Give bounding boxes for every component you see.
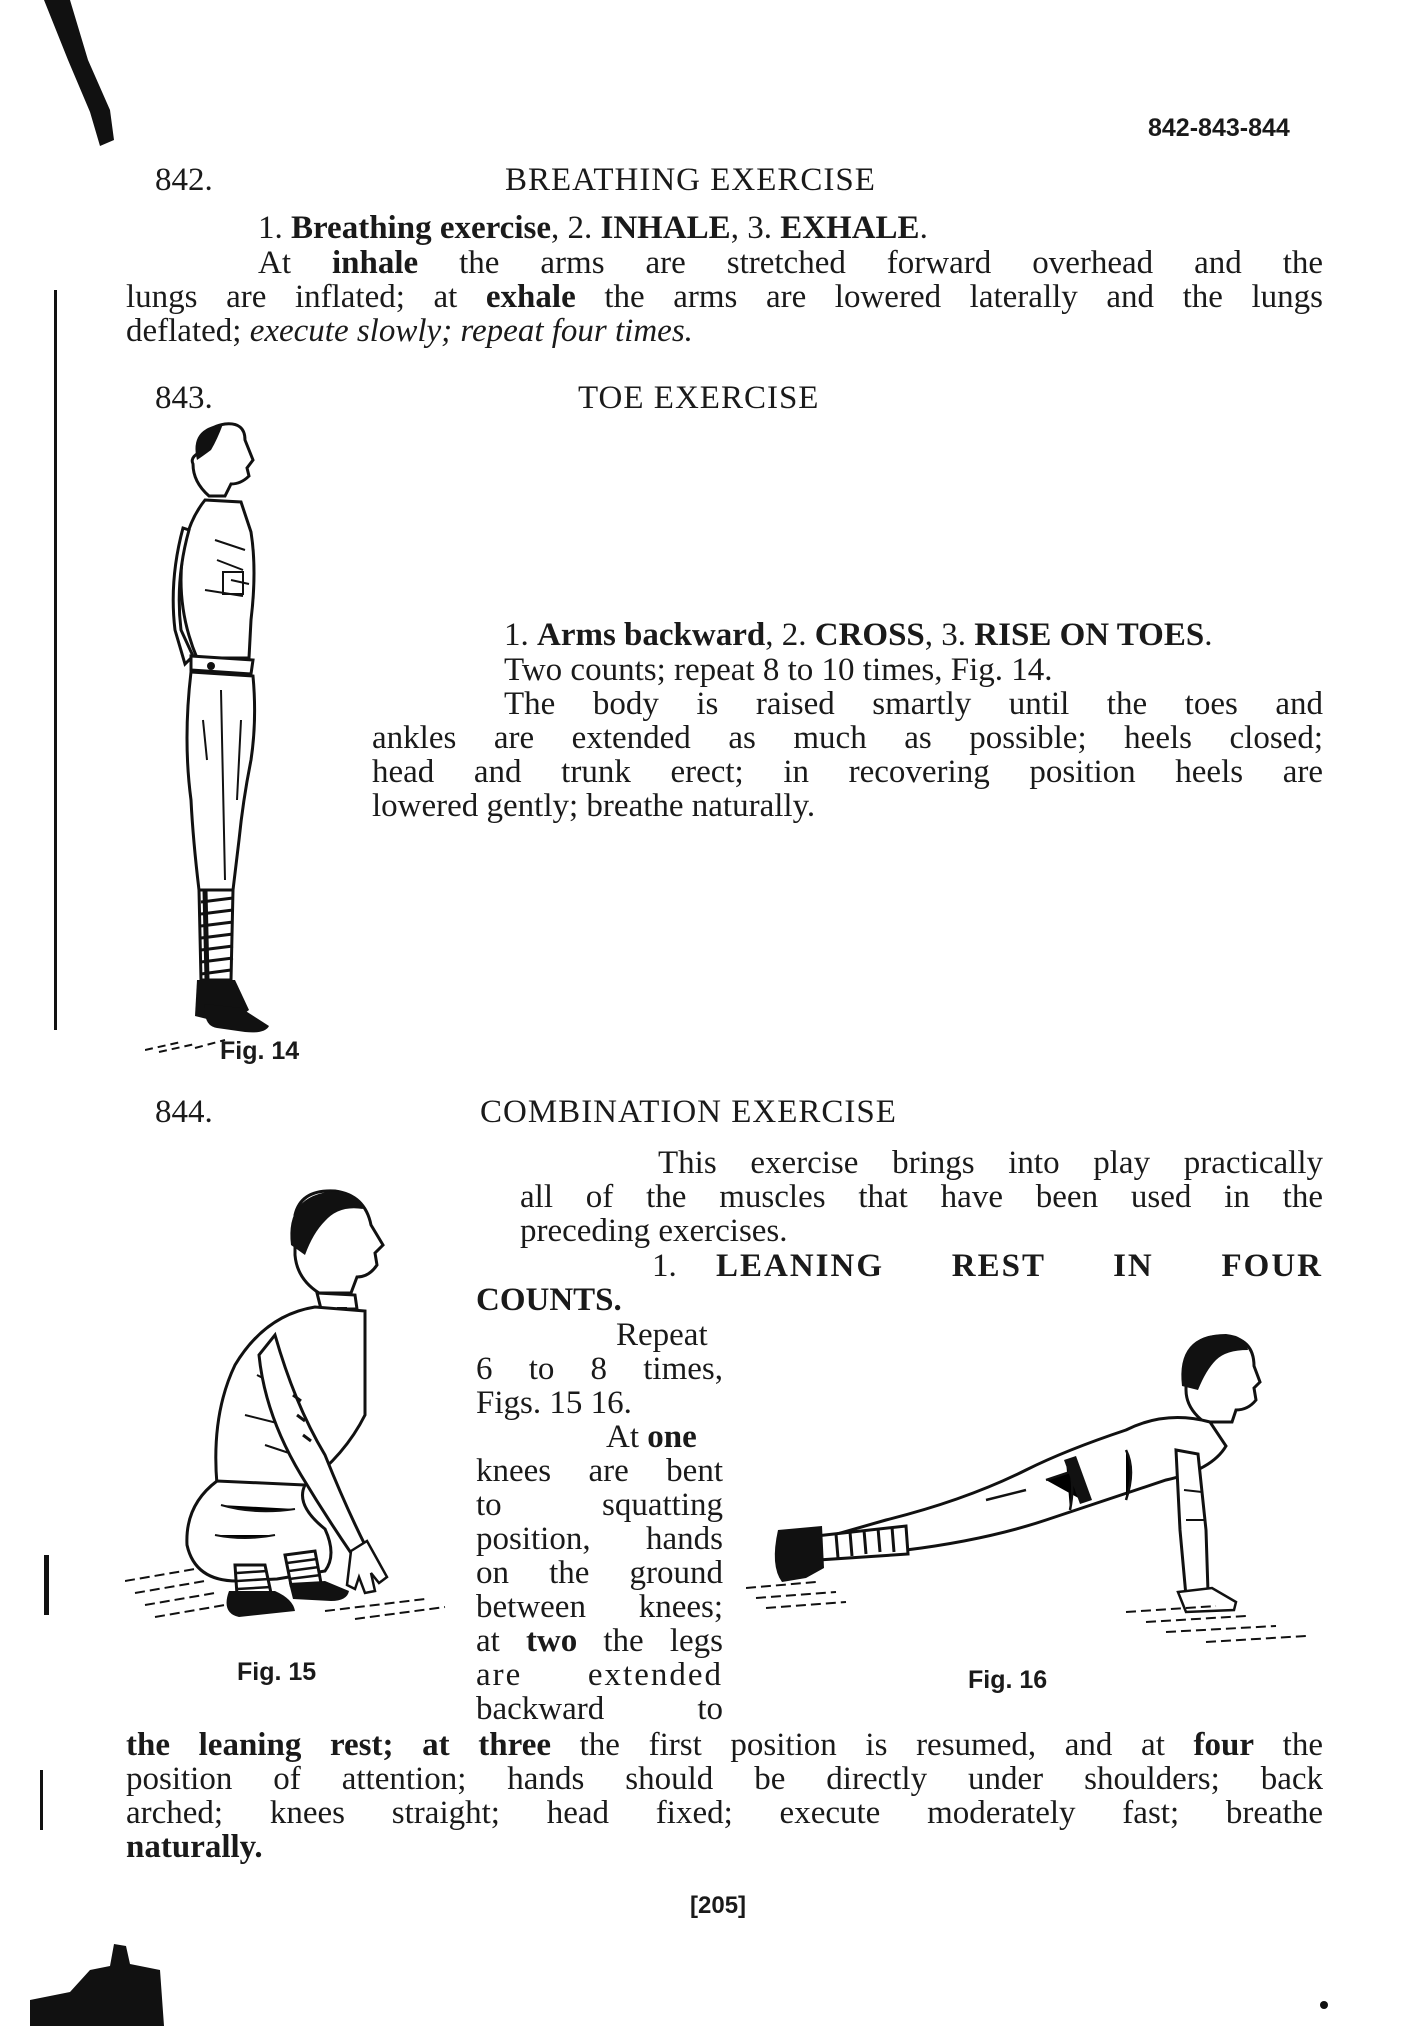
command-844-line-2: COUNTS. xyxy=(476,1282,622,1318)
narrow-line-5: knees are bent xyxy=(476,1453,723,1489)
section-number-842: 842. xyxy=(155,162,213,198)
scan-margin-line-1 xyxy=(54,290,57,1030)
narrow-line-10: at two the legs xyxy=(476,1623,723,1659)
figure-15-squatting-man xyxy=(125,1185,455,1625)
scan-speck xyxy=(1320,2001,1328,2009)
section-title-844: COMBINATION EXERCISE xyxy=(480,1094,897,1130)
figure-14-caption: Fig. 14 xyxy=(220,1037,300,1065)
section-number-843: 843. xyxy=(155,380,213,416)
body-843-line-5: lowered gently; breathe naturally. xyxy=(372,788,816,824)
scan-margin-line-3 xyxy=(40,1770,43,1830)
scan-mark-bottom-left xyxy=(30,1940,170,2026)
figure-16-caption: Fig. 16 xyxy=(968,1666,1048,1694)
body-843-line-4: head and trunk erect; in recovering position heels are xyxy=(372,754,1323,790)
narrow-line-2: 6 to 8 times, xyxy=(476,1351,723,1387)
commands-843: 1. Arms backward, 2. CROSS, 3. RISE ON TOES. xyxy=(504,617,1213,653)
figure-16-leaning-rest xyxy=(746,1330,1316,1660)
tail-line-2: position of attention; hands should be directly under shoulders; back xyxy=(126,1761,1323,1797)
scan-mark-top-left xyxy=(40,0,130,150)
narrow-line-6: to squatting xyxy=(476,1487,723,1523)
body-842-line-2: lungs are inflated; at exhale the arms are lowered laterally and the lungs xyxy=(126,279,1323,315)
narrow-line-9: between knees; xyxy=(476,1589,723,1625)
figure-14-standing-man xyxy=(145,420,315,1060)
narrow-line-1: Repeat xyxy=(616,1317,708,1353)
commands-842: 1. Breathing exercise, 2. INHALE, 3. EXHALE. xyxy=(258,210,928,246)
header-page-reference: 842-843-844 xyxy=(1148,114,1290,142)
command-844-line-1: LEANING REST IN FOUR xyxy=(716,1248,1323,1284)
narrow-line-7: position, hands xyxy=(476,1521,723,1557)
tail-line-4: naturally. xyxy=(126,1829,263,1865)
figure-15-caption: Fig. 15 xyxy=(237,1658,317,1686)
section-number-844: 844. xyxy=(155,1094,213,1130)
section-title-842: BREATHING EXERCISE xyxy=(505,162,876,198)
narrow-line-3: Figs. 15 16. xyxy=(476,1385,632,1421)
narrow-line-8: on the ground xyxy=(476,1555,723,1591)
intro-844-line-2: all of the muscles that have been used in the xyxy=(520,1179,1323,1215)
command-844-number: 1. xyxy=(652,1248,677,1284)
intro-844-line-3: preceding exercises. xyxy=(520,1213,788,1249)
body-842-line-3: deflated; execute slowly; repeat four times. xyxy=(126,313,693,349)
narrow-line-12: backward to xyxy=(476,1691,723,1727)
body-843-line-3: ankles are extended as much as possible; heels closed; xyxy=(372,720,1323,756)
body-842-line-1: At inhale the arms are stretched forward overhead and the xyxy=(258,245,1324,281)
intro-844-line-1: This exercise brings into play practically xyxy=(658,1145,1323,1181)
scan-margin-line-2 xyxy=(44,1555,49,1615)
page-number: [205] xyxy=(690,1892,747,1919)
body-843-line-2: The body is raised smartly until the toes and xyxy=(504,686,1323,722)
narrow-line-11: are extended xyxy=(476,1657,723,1693)
section-title-843: TOE EXERCISE xyxy=(578,380,820,416)
narrow-line-4: At one xyxy=(606,1419,697,1455)
body-843-line-1: Two counts; repeat 8 to 10 times, Fig. 14. xyxy=(504,652,1053,688)
tail-line-3: arched; knees straight; head fixed; execute moderately fast; breathe xyxy=(126,1795,1323,1831)
tail-line-1: the leaning rest; at three the first position is resumed, and at four the xyxy=(126,1727,1323,1763)
